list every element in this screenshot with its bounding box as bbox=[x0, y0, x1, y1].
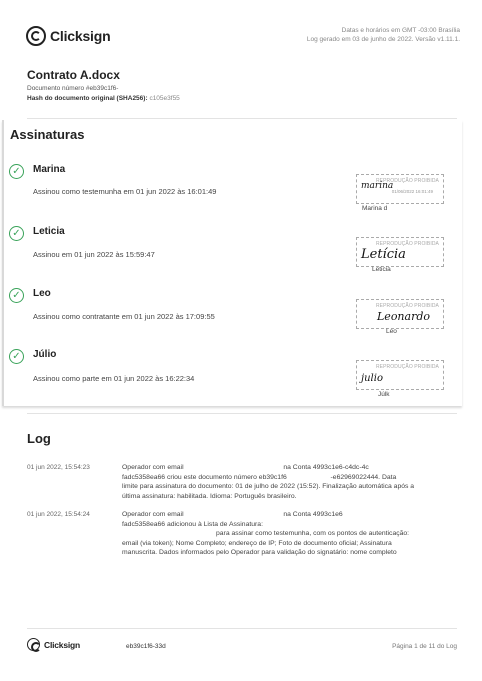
footer-brand: Clicksign bbox=[44, 639, 80, 650]
handwritten-signature: Leonardo bbox=[377, 310, 431, 323]
document-number: Documento número #eb39c1f6- bbox=[27, 85, 119, 92]
signer-name: Leo bbox=[33, 288, 51, 299]
footer-divider bbox=[27, 628, 457, 629]
timezone-note: Datas e horários em GMT -03:00 Brasília bbox=[341, 27, 460, 34]
clicksign-logo-icon bbox=[26, 26, 46, 46]
signer-description: Assinou como parte em 01 jun 2022 às 16:22:34 bbox=[33, 374, 195, 383]
check-circle-icon: ✓ bbox=[9, 164, 24, 179]
signer-description: Assinou como testemunha em 01 jun 2022 às 16:01:49 bbox=[33, 187, 217, 196]
log-line: para assinar como testemunha, com os pontos de autenticação: bbox=[216, 530, 410, 537]
signature-stamp bbox=[356, 360, 444, 390]
log-line: fadc5358ea66 criou este documento número eb39c1f6 bbox=[122, 473, 287, 481]
brand-name: Clicksign bbox=[50, 28, 111, 44]
stamp-label: Marina d bbox=[362, 205, 388, 212]
log-line: limite para assinatura do documento: 01 de julho de 2022 (15:52). Finalização automática após a bbox=[122, 483, 415, 490]
log-line: fadc5358ea66 adicionou à Lista de Assinatura: bbox=[122, 520, 263, 528]
document-title: Contrato A.docx bbox=[27, 68, 120, 82]
stamp-watermark: REPRODUÇÃO PROIBIDA bbox=[375, 364, 439, 370]
log-line: Operador com email bbox=[122, 464, 184, 471]
footer-doc-id: eb39c1f6-33d bbox=[126, 643, 166, 650]
hash-label: Hash do documento original (SHA256): bbox=[27, 95, 148, 102]
log-entry-date: 01 jun 2022, 15:54:24 bbox=[27, 511, 90, 518]
log-meta bbox=[307, 26, 460, 44]
handwritten-signature: Letícia bbox=[361, 247, 406, 262]
signer-name: Júlio bbox=[33, 349, 57, 360]
clicksign-logo bbox=[26, 26, 110, 46]
log-line: email (via token); Nome Completo; endereço de IP; Foto de documento oficial; Assinatura bbox=[122, 539, 392, 547]
divider bbox=[27, 413, 457, 414]
check-circle-icon: ✓ bbox=[9, 226, 24, 241]
clicksign-logo-icon bbox=[27, 638, 40, 651]
log-entry-date: 01 jun 2022, 15:54:23 bbox=[27, 464, 90, 471]
divider bbox=[27, 118, 457, 119]
log-entry-text bbox=[122, 510, 456, 558]
check-circle-icon: ✓ bbox=[9, 288, 24, 303]
signature-stamp bbox=[356, 237, 444, 267]
signatures-heading: Assinaturas bbox=[10, 127, 85, 142]
stamp-date: 01/06/2022 16:01:49 bbox=[391, 189, 433, 194]
check-circle-icon: ✓ bbox=[9, 349, 24, 364]
handwritten-signature: julio bbox=[361, 373, 383, 384]
signature-stamp bbox=[356, 174, 444, 204]
hash-value: c105e3f55 bbox=[149, 95, 180, 102]
log-line: Operador com email bbox=[122, 511, 184, 518]
log-line: última assinatura: habilitada. Idioma: Português brasileiro. bbox=[122, 492, 297, 500]
stamp-watermark: REPRODUÇÃO PROIBIDA bbox=[375, 178, 439, 184]
log-line: -e62969022444. Data bbox=[330, 473, 397, 481]
log-line: na Conta 4993c1e6 bbox=[283, 511, 343, 518]
handwritten-signature: marina bbox=[361, 181, 394, 191]
log-entry-text bbox=[122, 463, 456, 501]
footer-page-number: Página 1 de 11 do Log bbox=[392, 643, 457, 650]
document-hash bbox=[27, 95, 180, 102]
log-line: na Conta 4993c1e6-c4dc-4c bbox=[283, 464, 369, 471]
signer-description: Assinou como contratante em 01 jun 2022 às 17:09:55 bbox=[33, 312, 215, 321]
stamp-watermark: REPRODUÇÃO PROIBIDA bbox=[375, 303, 439, 309]
stamp-watermark: REPRODUÇÃO PROIBIDA bbox=[375, 241, 439, 247]
signer-name: Marina bbox=[33, 164, 66, 175]
log-heading: Log bbox=[27, 431, 51, 446]
signer-name: Leticia bbox=[33, 226, 65, 237]
footer-logo bbox=[27, 638, 80, 651]
stamp-label: Leticia bbox=[372, 266, 391, 273]
stamp-label: Júlk bbox=[378, 391, 390, 398]
stamp-label: Leo bbox=[386, 328, 397, 335]
log-line: manuscrita. Dados informados pelo Operador para validação do signatário: nome completo bbox=[122, 549, 397, 556]
signature-stamp bbox=[356, 299, 444, 329]
signer-description: Assinou em 01 jun 2022 às 15:59:47 bbox=[33, 250, 155, 259]
generated-note: Log gerado em 03 de junho de 2022. Versão v1.11.1. bbox=[306, 36, 460, 43]
